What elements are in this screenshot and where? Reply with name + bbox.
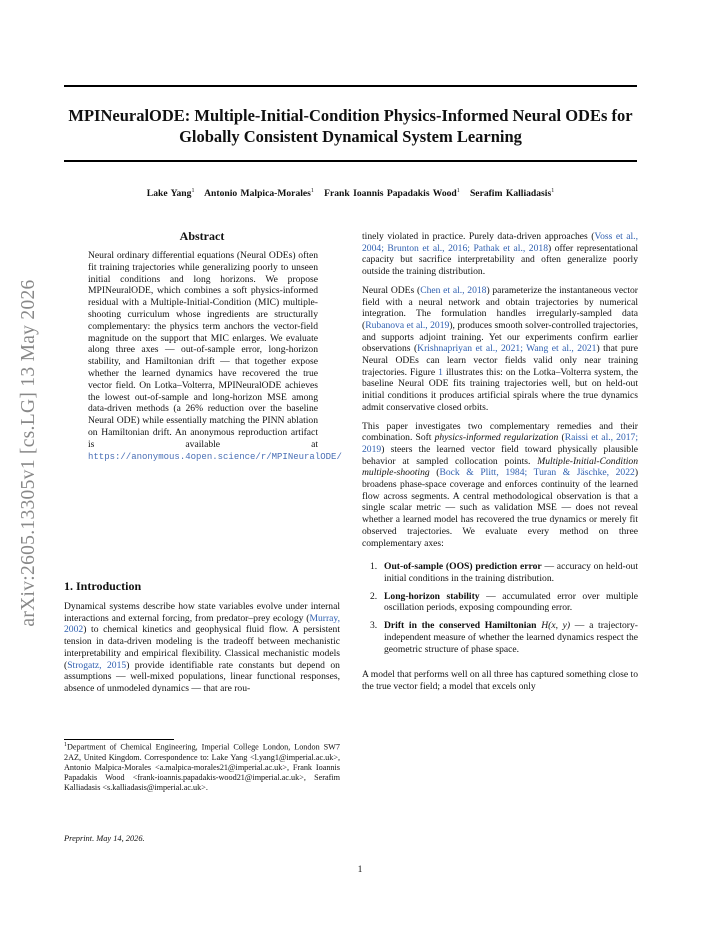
list-item: 3. Drift in the conserved Hamiltonian H(x, y) — a trajectory-independent measure of whether the learned dynamics respect the geometric structure of phase space.: [370, 620, 638, 655]
top-rule: [64, 85, 637, 87]
right-column: [362, 231, 638, 693]
list-item: 2. Long-horizon stability — accumulated error over multiple oscillation periods, exposing compounding error.: [370, 590, 638, 614]
author-name: Lake Yang: [146, 188, 192, 200]
arxiv-identifier: arXiv:2605.13305v1 [cs.LG] 13 May 2026: [18, 279, 39, 627]
abstract-text: Neural ordinary differential equations (Neural ODEs) often fit training trajectories while generalizing poorly to unseen initial conditions and long horizons. We propose MPINeuralODE, which combines a soft physics-informed residual with a Multiple-Initial-Condition (MIC) multiple-shooting curriculum whose ingredients are structurally complementary: the physics term anchors the vector-field magnitude on the support that MIC enlarges. We evaluate along three axes — out-of-sample error, long-horizon stability, and Hamiltonian drift — that together expose whether the learned dynamics have recovered the true vector field. On Lotka–Volterra, MPINeuralODE achieves the lowest out-of-sample and long-horizon MSE among data-driven methods (a 26% reduction over the baseline Neural ODE) while essentially matching the PINN ablation on Hamiltonian drift. An anonymous reproduction artifact is available at: [88, 250, 318, 450]
intro-paragraph: Dynamical systems describe how state variables evolve under internal interactions and external forcing, from predator–prey ecology (Murray, 2002) to chemical kinetics and geophysical fluid flow. A persistent tension in data-driven modeling is the tradeoff between mechanistic interpretability and empirical flexibility. Classical mechanistic models (Strogatz, 2015) provide identifiable rate constants but depend on assumptions — well-mixed populations, linear functional responses, absence of unmodeled dynamics — that are rou-: [64, 601, 340, 694]
citation-link[interactable]: Murray, 2002: [64, 612, 340, 636]
abstract-link[interactable]: https://anonymous.4open.science/r/MPINeuralODE/: [88, 451, 342, 462]
citation-link[interactable]: Raissi et al., 2017; 2019: [362, 432, 639, 455]
arxiv-sidebar: [8, 258, 50, 648]
axes-list: [362, 561, 638, 655]
author-list: [64, 188, 637, 199]
paragraph: Neural ODEs (Chen et al., 2018) parameterize the instantaneous vector field with a neural network and obtain trajectories by numerical integration. The formulation handles irregularly-sampled data (Rubanova et al., 2019), produces smooth solver-controlled trajectories, and supports adjoint training. Yet our experiments confirm earlier observations (Krishnapriyan et al., 2021; Wang et al., 2021) that pure Neural ODEs can learn vector fields valid only near training trajectories. Figure 1 illustrates this: on the Lotka–Volterra system, the baseline Neural ODE fits training trajectories well, but on held-out initial conditions it produces artificial spirals where the true dynamics admit conservative closed orbits.: [362, 284, 639, 413]
paragraph: A model that performs well on all three has captured something close to the true vector field; a model that excels only: [362, 669, 639, 692]
author-mark: 1: [551, 188, 555, 194]
author-mark: 1: [191, 188, 195, 194]
author-name: Antonio Malpica-Morales: [204, 188, 311, 200]
author-name: Serafim Kalliadasis: [469, 188, 552, 200]
list-item: 1. Out-of-sample (OOS) prediction error — accuracy on held-out initial conditions in the training distribution.: [370, 561, 638, 584]
affiliation-footnote: $^1$Department of Chemical Engineering, Imperial College London, London SW7 2AZ, United Kingdom. Correspondence to: Lake Yang <l.yang1@imperial.ac.uk>, Antonio Malpica-Morales <a.malpica-morales21@imperial.ac.uk>, Frank Ioannis Papadakis Wood <frank-ioannis.papadakis-wood21@imperial.ac.uk>, Serafim Kalliadasis <s.kalliadasis@imperial.ac.uk>.: [64, 742, 340, 792]
citation-link[interactable]: Chen et al., 2018: [420, 284, 487, 296]
section-heading: 1. Introduction: [64, 579, 142, 593]
citation-link[interactable]: Rubanova et al., 2019: [365, 319, 450, 331]
page-number: 1: [357, 864, 363, 875]
preprint-note: Preprint. May 14, 2026.: [64, 834, 145, 843]
abstract-heading: Abstract: [179, 229, 225, 243]
paragraph: tinely violated in practice. Purely data-driven approaches (Voss et al., 2004; Brunton et al., 2016; Pathak et al., 2018) offer representational capacity but sacrifice interpretability and often generalize poorly outside the training distribution.: [362, 231, 638, 278]
paper-title: MPINeuralODE: Multiple-Initial-Condition Physics-Informed Neural ODEs for Globally Consistent Dynamical System Learning: [68, 106, 633, 146]
citation-link[interactable]: Bock & Plitt, 1984; Turan & Jäschke, 2022: [439, 467, 635, 479]
author-mark: 1: [456, 188, 460, 194]
author-mark: 1: [310, 188, 314, 194]
footnote-mark: 1: [64, 742, 67, 748]
paragraph: This paper investigates two complementary remedies and their combination. Soft physics-informed regularization (Raissi et al., 2017; 2019) steers the learned vector field toward physically plausible behavior at sampled collocation points. Multiple-Initial-Condition multiple-shooting (Bock & Plitt, 1984; Turan & Jäschke, 2022) broadens phase-space coverage and enforces continuity of the learned flow across segments. A central methodological observation is that a single scalar metric — such as validation MSE — does not reveal whether a learned model has recovered the true dynamics or merely fit observed trajectories. We evaluate every method on three complementary axes:: [362, 420, 639, 549]
math-expression: H(x, y): [541, 620, 571, 632]
citation-link[interactable]: Krishnapriyan et al., 2021; Wang et al., 2021: [417, 343, 597, 355]
citation-link[interactable]: Strogatz, 2015: [67, 659, 127, 671]
abstract-body: [88, 250, 342, 463]
figure-ref-link[interactable]: 1: [438, 366, 443, 378]
title-rule: [64, 160, 637, 162]
citation-link[interactable]: Voss et al., 2004; Brunton et al., 2016; Pathak et al., 2018: [362, 231, 638, 254]
author-name: Frank Ioannis Papadakis Wood: [324, 188, 457, 200]
